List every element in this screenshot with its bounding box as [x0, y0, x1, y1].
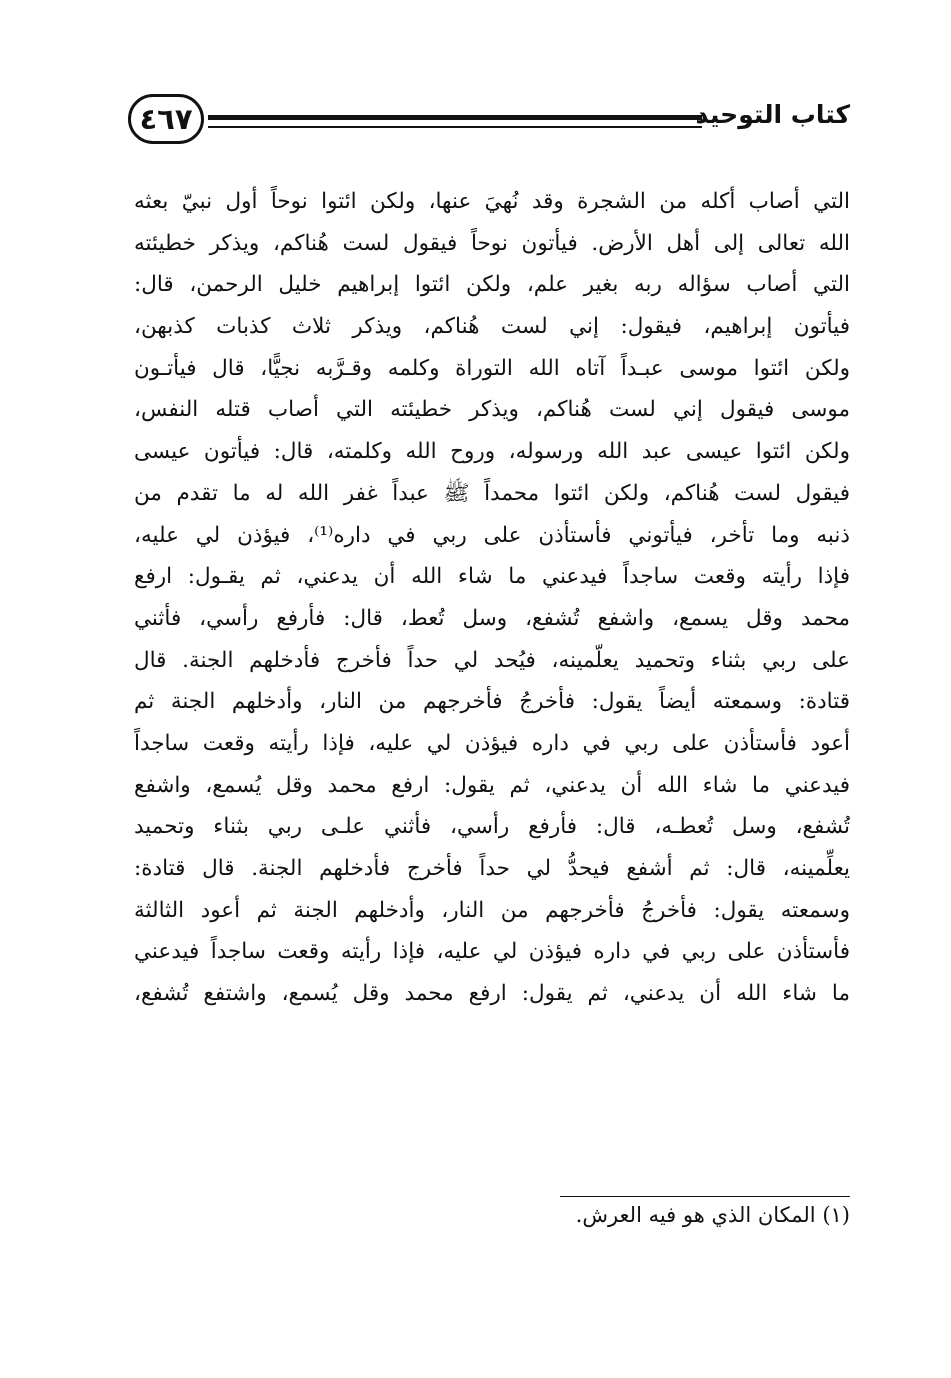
footnote: (١) المكان الذي هو فيه العرش. — [575, 1203, 850, 1227]
main-text — [134, 181, 850, 1015]
text-line: ولكن ائتوا عيسى عبد الله ورسوله، وروح الله وكلمته، قال: فيأتون عيسى — [134, 439, 850, 465]
text-line: فيدعني ما شاء الله أن يدعني، ثم يقول: ارفع محمد وقل يُسمع، واشفع — [134, 772, 850, 798]
text-line: موسى فيقول إني لست هُناكم، ويذكر خطيئته التي أصاب قتله النفس، — [134, 397, 850, 423]
header-rule-thick — [208, 115, 702, 120]
text-line: التي أصاب سؤاله ربه بغير علم، ولكن ائتوا إبراهيم خليل الرحمن، قال: — [134, 272, 850, 298]
text-line: على ربي بثناء وتحميد يعلّمينه، فيُحد لي حداً فأخرج فأدخلهم الجنة. قال — [134, 647, 850, 673]
text-line: وسمعته يقول: فأخرجُ فأخرجهم من النار، وأدخلهم الجنة ثم أعود الثالثة — [134, 897, 850, 923]
text-line: الله تعالى إلى أهل الأرض. فيأتون نوحاً فيقول لست هُناكم، ويذكر خطيئته — [134, 230, 850, 256]
text-line: التي أصاب أكله من الشجرة وقد نُهيَ عنها، ولكن ائتوا نوحاً أول نبيّ بعثه — [134, 189, 850, 214]
text-line: ولكن ائتوا موسى عبـداً آتاه الله التوراة وكلمه وقـرَّبه نجيًّا، قال فيأتـون — [134, 355, 850, 381]
text-line: أعود فأستأذن على ربي في داره فيؤذن لي عليه، فإذا رأيته وقعت ساجداً — [134, 730, 850, 756]
header-rule-thin — [208, 126, 702, 128]
text-line: قتادة: وسمعته أيضاً يقول: فأخرجُ فأخرجهم من النار، وأدخلهم الجنة ثم — [134, 689, 850, 715]
book-title: كتاب التوحيد — [695, 100, 850, 129]
page-number: ٤٦٧ — [128, 94, 204, 144]
text-line: ما شاء الله أن يدعني، ثم يقول: ارفع محمد وقل يُسمع، واشتفع تُشفع، — [134, 981, 850, 1007]
text-line: تُشفع، وسل تُعطـه، قال: فأرفع رأسي، فأثني علـى ربي بثناء وتحميد — [134, 814, 850, 840]
page-header — [128, 88, 850, 158]
text-line: فيأتون إبراهيم، فيقول: إني لست هُناكم، ويذكر ثلاث كذبات كذبهن، — [134, 314, 850, 340]
text-line: فيقول لست هُناكم، ولكن ائتوا محمداً ﷺ عبداً غفر الله له ما تقدم من — [134, 480, 850, 506]
text-line: فأستأذن على ربي في داره فيؤذن لي عليه، فإذا رأيته وقعت ساجداً فيدعني — [134, 939, 850, 965]
text-line: ذنبه وما تأخر، فيأتوني فأستأذن على ربي في داره⁽¹⁾، فيؤذن لي عليه، — [134, 522, 850, 548]
text-line: يعلِّمينه، قال: ثم أشفع فيحدُّ لي حداً فأخرج فأدخلهم الجنة. قال قتادة: — [134, 856, 850, 881]
footnote-divider — [560, 1196, 850, 1197]
text-line: فإذا رأيته وقعت ساجداً فيدعني ما شاء الله أن يدعني، ثم يقـول: ارفع — [134, 564, 850, 590]
text-line: محمد وقل يسمع، واشفع تُشفع، وسل تُعط، قال: فأرفع رأسي، فأثني — [134, 605, 850, 631]
